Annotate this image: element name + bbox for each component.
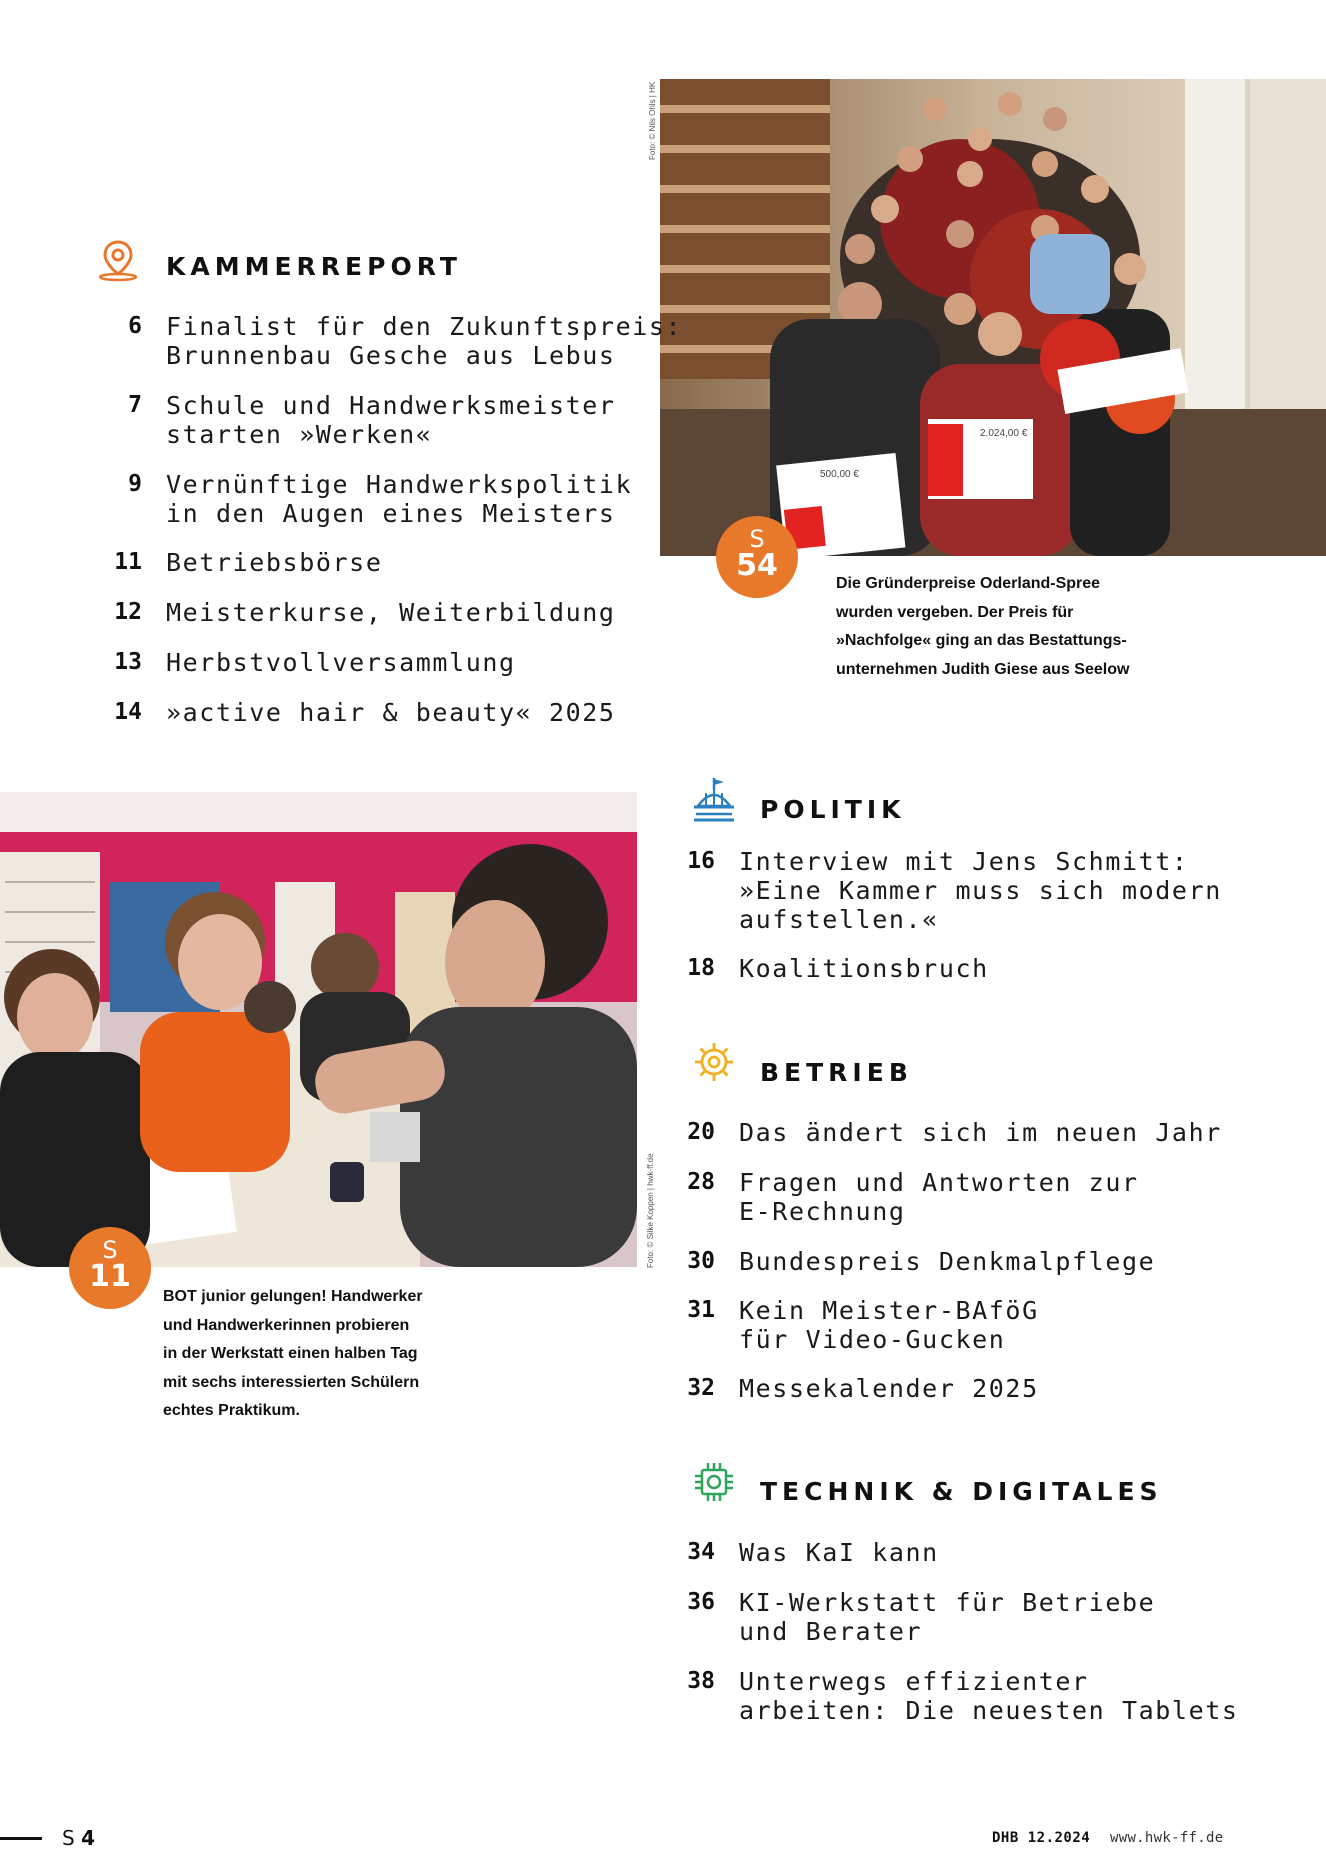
toc-title: Kein Meister-BAföG für Video-Gucken [739,1296,1039,1354]
toc-title: »active hair & beauty« 2025 [166,698,616,727]
section-title-kammerreport: KAMMERREPORT [166,252,462,281]
toc-title: Meisterkurse, Weiterbildung [166,598,616,627]
chip-icon [692,1460,736,1508]
page-ref-badge-54[interactable] [716,516,798,598]
toc-page-number: 31 [687,1297,715,1323]
toc-item[interactable] [655,1374,1039,1403]
toc-item[interactable] [655,1588,1155,1646]
toc-page-number: 13 [114,649,142,675]
toc-page-number: 9 [128,471,142,497]
footer-rule [0,1837,42,1840]
page-ref-badge-11[interactable] [69,1227,151,1309]
toc-page-number: 12 [114,599,142,625]
photo-workshop [0,792,637,1267]
toc-title: KI-Werkstatt für Betriebe und Berater [739,1588,1156,1646]
toc-item[interactable] [82,470,632,528]
toc-item[interactable] [655,1247,1155,1276]
toc-item[interactable] [655,1667,1239,1725]
badge-s-label: S [749,525,765,553]
footer-page-value: 4 [81,1826,95,1850]
map-pin-icon [96,238,140,286]
workshop-illustration [0,792,637,1267]
toc-page-number: 38 [687,1668,715,1694]
photo-bottom-caption: BOT junior gelungen! Handwerker und Handwerkerinnen probieren in der Werkstatt einen halben Tag mit sechs interessierten Schülern echtes Praktikum. [163,1288,423,1419]
toc-title: Bundespreis Denkmalpflege [739,1247,1156,1276]
toc-page-number: 32 [687,1375,715,1401]
toc-page-number: 20 [687,1119,715,1145]
toc-title: Schule und Handwerksmeister starten »Werken« [166,391,616,449]
footer-page-number [62,1826,95,1850]
photo-award-ceremony [660,79,1326,556]
gear-icon [692,1040,736,1088]
toc-item[interactable] [655,1538,939,1567]
toc-title: Finalist für den Zukunftspreis: Brunnenbau Gesche aus Lebus [166,312,683,370]
toc-item[interactable] [82,598,616,627]
footer-issue: DHB 12.2024 [992,1830,1091,1846]
badge-page-number: 11 [89,1259,131,1294]
check-right-amount: 2.024,00 € [980,428,1028,439]
award-ceremony-illustration [660,79,1326,556]
toc-item[interactable] [82,312,682,370]
toc-title: Betriebsbörse [166,548,383,577]
toc-page-number: 16 [687,848,715,874]
toc-title: Unterwegs effizienter arbeiten: Die neuesten Tablets [739,1667,1239,1725]
toc-item[interactable] [82,391,616,449]
toc-title: Messekalender 2025 [739,1374,1039,1403]
check-left-amount: 500,00 € [820,469,859,480]
toc-item[interactable] [82,698,616,727]
badge-page-number: 54 [736,548,778,583]
toc-item[interactable] [655,847,1222,934]
toc-item[interactable] [82,648,516,677]
toc-title: Koalitionsbruch [739,954,989,983]
section-title-politik: POLITIK [760,795,906,824]
toc-title: Was KaI kann [739,1538,939,1567]
toc-item[interactable] [82,548,382,577]
photo-top-credit: Foto: © Nils Ohls | HK [648,81,657,160]
toc-page-number: 30 [687,1248,715,1274]
toc-item[interactable] [655,1296,1039,1354]
toc-page-number: 11 [114,549,142,575]
toc-title: Das ändert sich im neuen Jahr [739,1118,1222,1147]
toc-title: Herbstvollversammlung [166,648,516,677]
toc-page-number: 7 [128,392,142,418]
toc-title: Interview mit Jens Schmitt: »Eine Kammer muss sich modern aufstellen.« [739,847,1222,934]
photo-top-caption: Die Gründerpreise Oderland-Spree wurden vergeben. Der Preis für »Nachfolge« ging an das Bestattungs- unternehmen Judith Giese aus Seelow [836,575,1130,678]
toc-page-number: 6 [128,313,142,339]
toc-page-number: 14 [114,699,142,725]
photo-bottom-credit: Foto: © Silke Koppen | hwk-ff.de [646,1153,655,1268]
toc-item[interactable] [655,1168,1139,1226]
section-title-technik-digitales: TECHNIK & DIGITALES [760,1477,1163,1506]
toc-item[interactable] [655,1118,1222,1147]
toc-page-number: 18 [687,955,715,981]
toc-title: Fragen und Antworten zur E-Rechnung [739,1168,1139,1226]
section-title-betrieb: BETRIEB [760,1058,913,1087]
toc-page-number: 28 [687,1169,715,1195]
toc-item[interactable] [655,954,989,983]
parliament-dome-icon [692,776,736,826]
footer-url[interactable]: www.hwk-ff.de [1110,1830,1224,1846]
toc-title: Vernünftige Handwerkspolitik in den Augen eines Meisters [166,470,633,528]
badge-s-label: S [102,1236,118,1264]
toc-page-number: 36 [687,1589,715,1615]
footer-page-prefix: S [62,1826,75,1850]
toc-page-number: 34 [687,1539,715,1565]
